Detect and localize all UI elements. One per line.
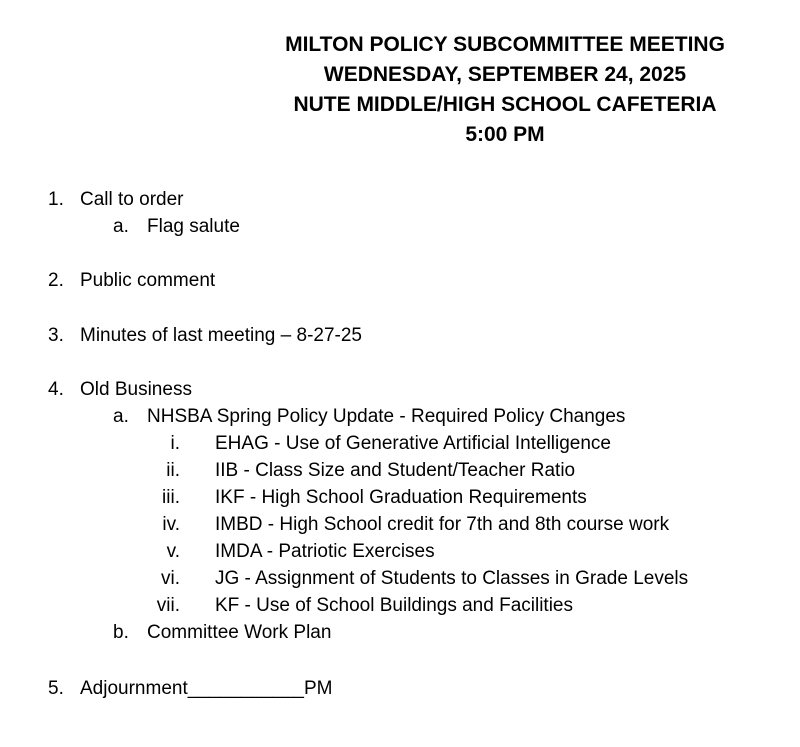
meeting-location: NUTE MIDDLE/HIGH SCHOOL CAFETERIA (293, 93, 717, 116)
policy-roman-numeral: vii. (156, 595, 180, 616)
agenda-item-public-comment: Public comment (80, 270, 216, 291)
agenda-item-number: 3. (48, 325, 64, 346)
meeting-header (210, 30, 800, 150)
policy-roman-numeral: iv. (162, 514, 180, 535)
agenda-item-number: 1. (48, 189, 64, 210)
meeting-title: MILTON POLICY SUBCOMMITTEE MEETING (285, 33, 725, 56)
agenda-subitem-letter: a. (113, 406, 129, 427)
meeting-time: 5:00 PM (465, 123, 545, 146)
agenda-item-number: 4. (48, 379, 64, 400)
policy-roman-numeral: ii. (166, 460, 180, 481)
policy-roman-numeral: v. (166, 541, 180, 562)
policy-item-jg: JG - Assignment of Students to Classes in Grade Levels (215, 568, 689, 589)
agenda-subitem-work-plan: Committee Work Plan (147, 622, 332, 643)
meeting-date: WEDNESDAY, SEPTEMBER 24, 2025 (323, 63, 687, 86)
agenda-subitem-flag-salute: Flag salute (147, 216, 240, 237)
policy-roman-numeral: iii. (162, 487, 180, 508)
agenda-subitem-nhsba-update: NHSBA Spring Policy Update - Required Policy Changes (147, 406, 626, 427)
agenda-item-number: 2. (48, 270, 64, 291)
agenda-item-call-to-order: Call to order (80, 189, 184, 210)
policy-roman-numeral: i. (170, 433, 180, 454)
agenda-subitem-letter: a. (113, 216, 129, 237)
policy-item-ikf: IKF - High School Graduation Requirements (215, 487, 587, 508)
policy-item-imbd: IMBD - High School credit for 7th and 8th course work (215, 514, 670, 535)
agenda-subitem-letter: b. (113, 622, 129, 643)
agenda-item-minutes: Minutes of last meeting – 8-27-25 (80, 325, 362, 346)
policy-item-imda: IMDA - Patriotic Exercises (215, 541, 435, 562)
agenda-item-adjournment: Adjournment___________PM (80, 678, 333, 699)
agenda-item-old-business: Old Business (80, 379, 192, 400)
policy-item-ehag: EHAG - Use of Generative Artificial Intelligence (215, 433, 612, 454)
policy-roman-numeral: vi. (161, 568, 180, 589)
policy-item-iib: IIB - Class Size and Student/Teacher Ratio (215, 460, 576, 481)
agenda-item-number: 5. (48, 678, 64, 699)
policy-item-kf: KF - Use of School Buildings and Facilities (215, 595, 573, 616)
